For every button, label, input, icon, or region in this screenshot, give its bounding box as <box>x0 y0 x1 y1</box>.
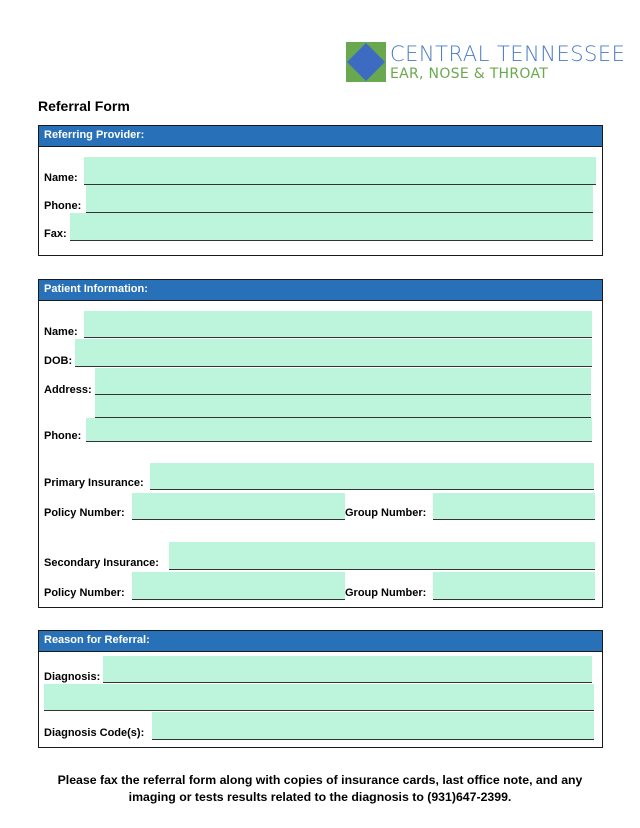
primary-group-number-field[interactable] <box>433 493 595 520</box>
patient-dob-label: DOB: <box>44 355 73 367</box>
primary-policy-number-field[interactable] <box>132 493 345 520</box>
patient-address-line-2[interactable] <box>95 395 591 418</box>
reason-for-referral-header: Reason for Referral: <box>39 631 602 652</box>
patient-information-section <box>38 279 603 608</box>
logo-line-1: CENTRAL TENNESSEE <box>390 42 626 66</box>
provider-phone-field[interactable] <box>86 185 593 213</box>
secondary-policy-number-field[interactable] <box>132 572 345 600</box>
form-title: Referral Form <box>38 98 130 114</box>
secondary-group-number-field[interactable] <box>433 572 595 600</box>
diagnosis-label: Diagnosis: <box>44 671 101 683</box>
primary-policy-number-label: Policy Number: <box>44 507 125 519</box>
patient-address-label: Address: <box>44 384 92 396</box>
reason-for-referral-section <box>38 630 603 748</box>
provider-fax-field[interactable] <box>70 213 593 241</box>
diagnosis-codes-field[interactable] <box>152 712 594 740</box>
patient-phone-label: Phone: <box>44 430 82 442</box>
diagnosis-field[interactable] <box>103 656 592 683</box>
diamond-logo-icon <box>346 42 386 82</box>
referring-provider-section <box>38 125 603 256</box>
patient-dob-field[interactable] <box>75 339 592 367</box>
diagnosis-codes-label: Diagnosis Code(s): <box>44 727 145 739</box>
patient-phone-field[interactable] <box>86 418 592 442</box>
patient-name-field[interactable] <box>84 311 592 338</box>
patient-information-header: Patient Information: <box>39 280 602 301</box>
primary-group-number-label: Group Number: <box>345 507 427 519</box>
provider-fax-label: Fax: <box>44 228 67 240</box>
primary-insurance-field[interactable] <box>150 463 594 490</box>
fax-instructions-note: Please fax the referral form along with copies of insurance cards, last office note, and any imaging or tests results related to the diagnosis to (931)647-2399. <box>57 773 583 804</box>
secondary-insurance-field[interactable] <box>169 542 595 570</box>
secondary-policy-number-label: Policy Number: <box>44 587 125 599</box>
provider-name-label: Name: <box>44 172 78 184</box>
secondary-insurance-label: Secondary Insurance: <box>44 557 159 569</box>
referring-provider-header: Referring Provider: <box>39 126 602 147</box>
provider-name-field[interactable] <box>84 157 596 185</box>
company-logo <box>346 42 626 84</box>
primary-insurance-label: Primary Insurance: <box>44 477 144 489</box>
patient-address-line-1[interactable] <box>95 368 591 395</box>
patient-name-label: Name: <box>44 326 78 338</box>
secondary-group-number-label: Group Number: <box>345 587 427 599</box>
provider-phone-label: Phone: <box>44 200 82 212</box>
diagnosis-field-line-2[interactable] <box>44 684 594 711</box>
logo-line-2: EAR, NOSE & THROAT <box>390 66 549 82</box>
